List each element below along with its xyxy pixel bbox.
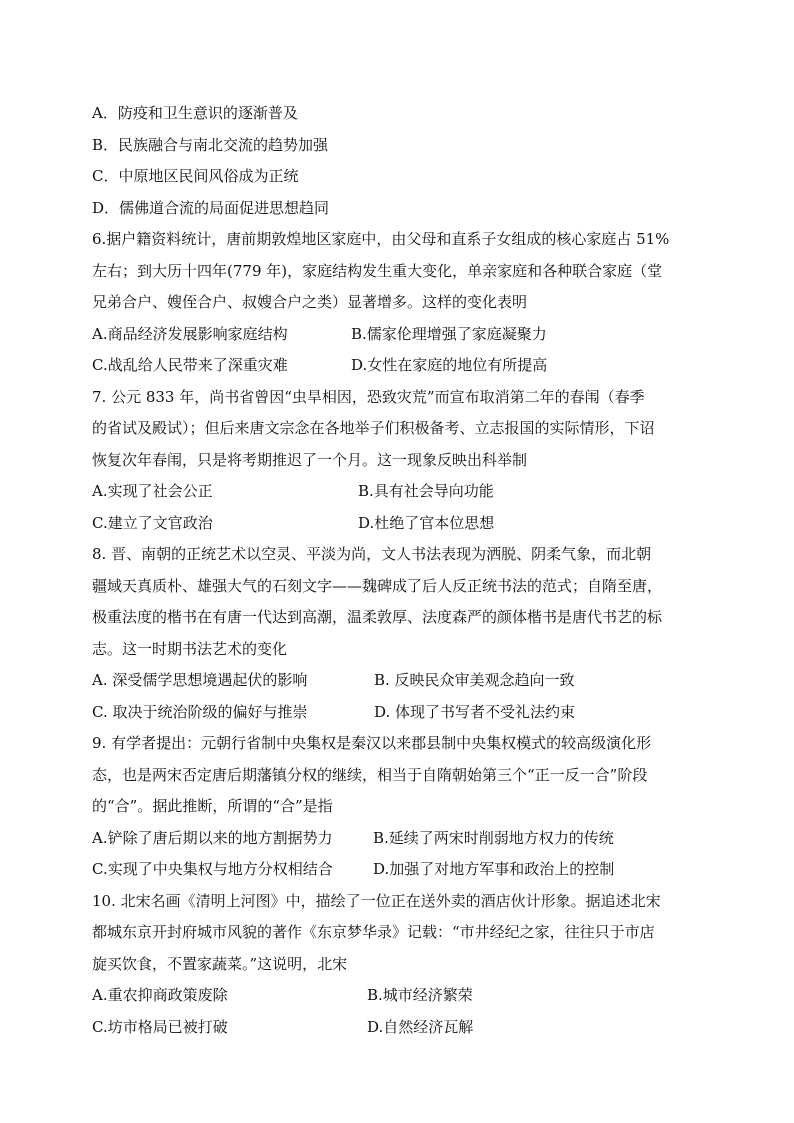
- q9-option-a: A.铲除了唐后期以来的地方割据势力: [92, 828, 333, 847]
- q8-option-c: C. 取决于统治阶级的偏好与推崇: [92, 702, 308, 721]
- q10-options-row-1: [92, 980, 704, 1012]
- q7-stem-line: 7. 公元 833 年，尚书省曾因“虫旱相因，恐致灾荒”而宣布取消第二年的春闱（春季: [92, 387, 645, 406]
- q7-stem-line: 的省试及殿试）；但后来唐文宗念在各地举子们积极备考、立志报国的实际情形，下诏: [92, 419, 655, 437]
- q10-option-b: B.城市经济繁荣: [367, 986, 473, 1004]
- q8-options-row-2: [92, 697, 704, 729]
- q6-stem-line: 左右；到大历十四年(779 年)，家庭结构发生重大变化，单亲家庭和各种联合家庭（堂: [92, 261, 663, 280]
- question-5-options: [92, 98, 704, 224]
- q6-options-row-1: [92, 319, 704, 351]
- q5-option-b: B．民族融合与南北交流的趋势加强: [92, 135, 329, 154]
- question-9: [92, 728, 704, 886]
- q6-option-c: C.战乱给人民带来了深重灾难: [92, 356, 288, 374]
- q8-option-d: D. 体现了书写者不受礼法约束: [374, 702, 576, 721]
- q5-option-c: C．中原地区民间风俗成为正统: [92, 167, 299, 185]
- q9-stem-line: 9. 有学者提出：元朝行省制中央集权是秦汉以来郡县制中央集权模式的较高级演化形: [92, 734, 652, 752]
- q6-option-b: B.儒家伦理增强了家庭凝聚力: [351, 324, 547, 343]
- q6-option-a: A.商品经济发展影响家庭结构: [92, 324, 288, 343]
- q9-option-b: B.延续了两宋时削弱地方权力的传统: [373, 828, 614, 847]
- q9-options-row-1: [92, 823, 704, 855]
- q10-options-row-2: [92, 1012, 704, 1044]
- question-7: [92, 382, 704, 540]
- q6-stem-line: 6.据户籍资料统计，唐前期敦煌地区家庭中，由父母和直系子女组成的核心家庭占 51%: [92, 230, 670, 248]
- q5-option-a: A．防疫和卫生意识的逐渐普及: [92, 104, 298, 122]
- q7-option-b: B.具有社会导向功能: [358, 482, 494, 500]
- q6-option-d: D.女性在家庭的地位有所提高: [351, 356, 548, 374]
- q10-stem-line: 都城东京开封府城市风貌的著作《东京梦华录》记载：“市井经纪之家，往往只于市店: [92, 923, 655, 941]
- q9-stem-line: 态，也是两宋否定唐后期藩镇分权的继续，相当于自隋朝始第三个“正一反一合”阶段: [92, 765, 648, 784]
- question-6: [92, 224, 704, 382]
- q8-option-b: B. 反映民众审美观念趋向一致: [374, 671, 575, 689]
- q7-options-row-1: [92, 476, 704, 508]
- q7-stem-line: 恢复次年春闱，只是将考期推迟了一个月。这一现象反映出科举制: [92, 450, 528, 469]
- q8-stem-line: 8. 晋、南朝的正统艺术以空灵、平淡为尚，文人书法表现为洒脱、阴柔气象，而北朝: [92, 545, 652, 563]
- q7-option-c: C.建立了文官政治: [92, 513, 213, 532]
- q6-stem-line: 兄弟合户、嫂侄合户、叔嫂合户之类）显著增多。这样的变化表明: [92, 293, 528, 311]
- q9-option-d: D.加强了对地方军事和政治上的控制: [373, 860, 615, 878]
- q10-stem-line: 旋买饮食，不置家蔬菜。”这说明，北宋: [92, 954, 348, 973]
- q5-option-d: D．儒佛道合流的局面促进思想趋同: [92, 198, 330, 217]
- q8-stem-line: 志。这一时期书法艺术的变化: [92, 639, 288, 658]
- question-8: [92, 539, 704, 728]
- q7-option-d: D.杜绝了官本位思想: [358, 513, 495, 532]
- q8-option-a: A. 深受儒学思想境遇起伏的影响: [92, 671, 308, 689]
- q10-stem-line: 10. 北宋名画《清明上河图》中，描绘了一位正在送外卖的酒店伙计形象。据追述北宋: [92, 891, 661, 910]
- q10-option-c: C.坊市格局已被打破: [92, 1017, 228, 1036]
- exam-page: [92, 98, 704, 1043]
- q8-stem-line: 疆域天真质朴、雄强大气的石刻文字——魏碑成了后人反正统书法的范式；自隋至唐，: [92, 576, 663, 595]
- q9-option-c: C.实现了中央集权与地方分权相结合: [92, 860, 333, 878]
- q7-options-row-2: [92, 508, 704, 540]
- q10-option-d: D.自然经济瓦解: [367, 1017, 474, 1036]
- q9-stem-line: 的“合”。据此推断，所谓的“合”是指: [92, 797, 333, 815]
- q8-stem-line: 极重法度的楷书在有唐一代达到高潮，温柔敦厚、法度森严的颜体楷书是唐代书艺的标: [92, 608, 663, 626]
- question-10: [92, 886, 704, 1044]
- q10-option-a: A.重农抑商政策废除: [92, 986, 228, 1004]
- q8-options-row-1: [92, 665, 704, 697]
- q9-options-row-2: [92, 854, 704, 886]
- q7-option-a: A.实现了社会公正: [92, 482, 213, 500]
- q6-options-row-2: [92, 350, 704, 382]
